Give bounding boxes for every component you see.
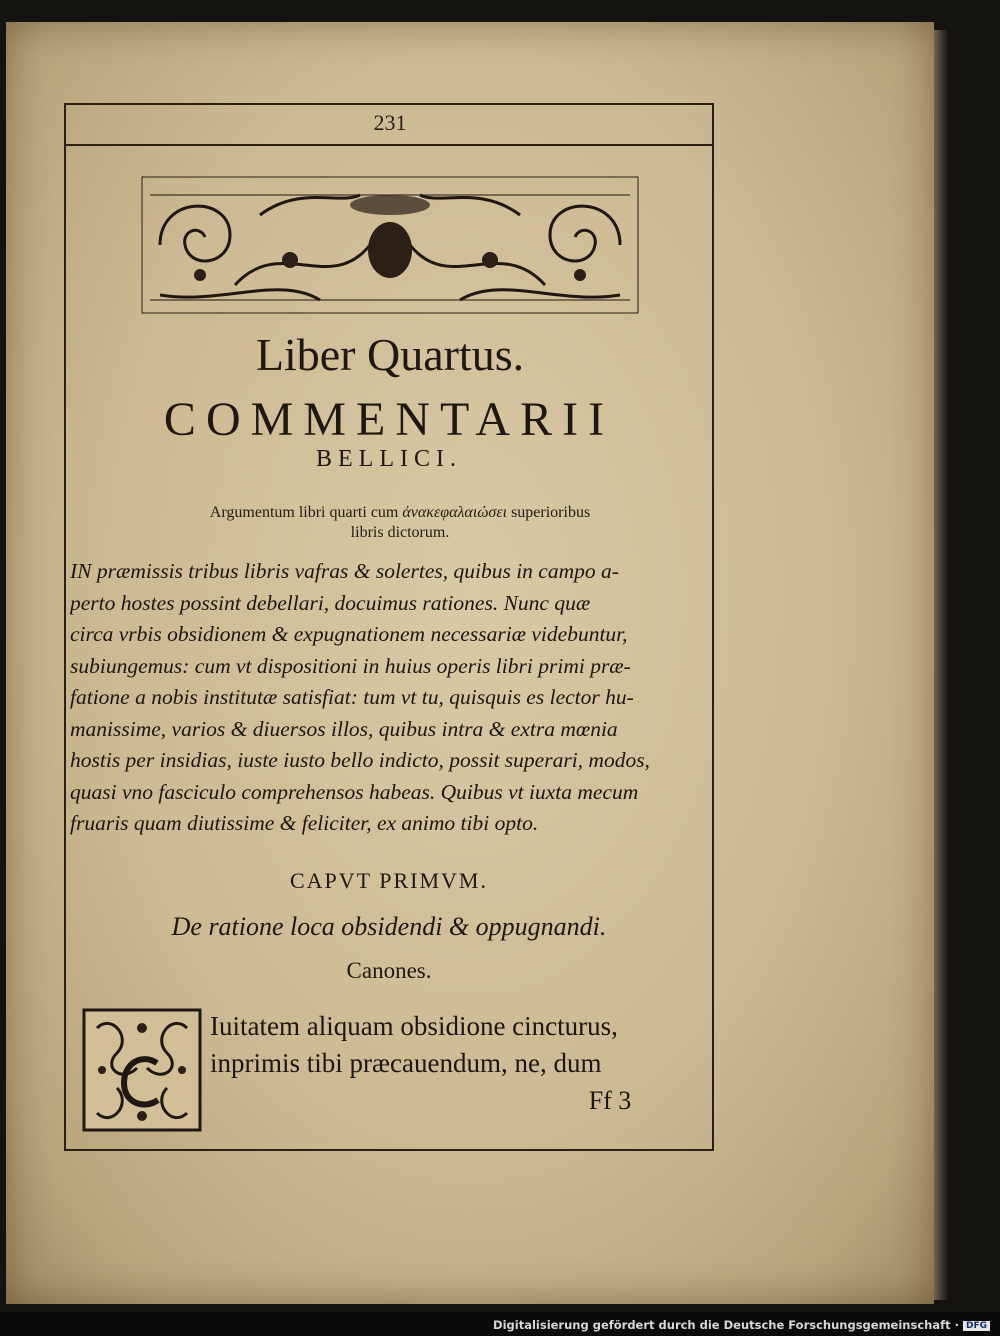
frame-rule-header bbox=[64, 144, 714, 146]
intro-line: perto hostes possint debellari, docuimus rationes. Nunc quæ bbox=[70, 590, 591, 615]
footer-text: Digitalisierung gefördert durch die Deutsche Forschungsgemeinschaft · bbox=[493, 1318, 959, 1332]
argument-line-2: libris dictorum. bbox=[350, 524, 450, 541]
intro-line: manissime, varios & diuersos illos, quibus intra & extra mœnia bbox=[70, 716, 618, 741]
chapter-title: De ratione loca obsidendi & oppugnandi. bbox=[171, 912, 607, 941]
frame-rule-top bbox=[64, 103, 714, 105]
intro-line: fatione a nobis institutæ satisfiat: tum vt tu, quisquis es lector hu- bbox=[70, 685, 634, 709]
frame-rule-bottom bbox=[64, 1149, 714, 1151]
headpiece-ornament bbox=[140, 175, 640, 315]
body-line: Iuitatem aliquam obsidione cincturus, bbox=[210, 1011, 618, 1041]
argument bbox=[120, 503, 680, 543]
footer-credit bbox=[493, 1318, 990, 1332]
section-heading: Canones. bbox=[346, 958, 432, 983]
work-title: COMMENTARII bbox=[163, 393, 615, 446]
argument-greek: ἀνακεφαλαιώσει bbox=[402, 504, 508, 521]
frame-rule-right bbox=[712, 103, 714, 1151]
intro-line: IN præmissis tribus libris vafras & solertes, quibus in campo a- bbox=[70, 559, 619, 583]
book-title: Liber Quartus. bbox=[255, 329, 525, 380]
work-subtitle: BELLICI. bbox=[316, 446, 462, 472]
frame-rule-left bbox=[64, 103, 66, 1151]
intro-line: circa vrbis obsidionem & expugnationem necessariæ videbuntur, bbox=[70, 622, 628, 646]
dfg-logo: DFG bbox=[963, 1321, 990, 1331]
catchword-signature: Ff 3 bbox=[588, 1086, 632, 1115]
page-edge bbox=[934, 30, 948, 1300]
body-line: inprimis tibi præcauendum, ne, dum bbox=[210, 1048, 602, 1078]
chapter-heading: CAPVT PRIMVM. bbox=[290, 868, 488, 893]
intro-line: hostis per insidias, iuste iusto bello indicto, possit superari, modos, bbox=[70, 748, 650, 772]
intro-paragraph bbox=[70, 556, 710, 840]
intro-line: quasi vno fasciculo comprehensos habeas. Quibus vt iuxta mecum bbox=[70, 779, 639, 804]
argument-post: superioribus bbox=[511, 504, 591, 521]
argument-pre: Argumentum libri quarti cum bbox=[209, 504, 399, 521]
intro-line: fruaris quam diutissime & feliciter, ex animo tibi opto. bbox=[70, 811, 539, 835]
intro-line: subiungemus: cum vt dispositioni in huius operis libri primi præ- bbox=[70, 653, 631, 678]
body-paragraph bbox=[210, 1008, 715, 1082]
decorated-initial-c bbox=[82, 1008, 202, 1132]
page-number: 231 bbox=[373, 110, 407, 135]
